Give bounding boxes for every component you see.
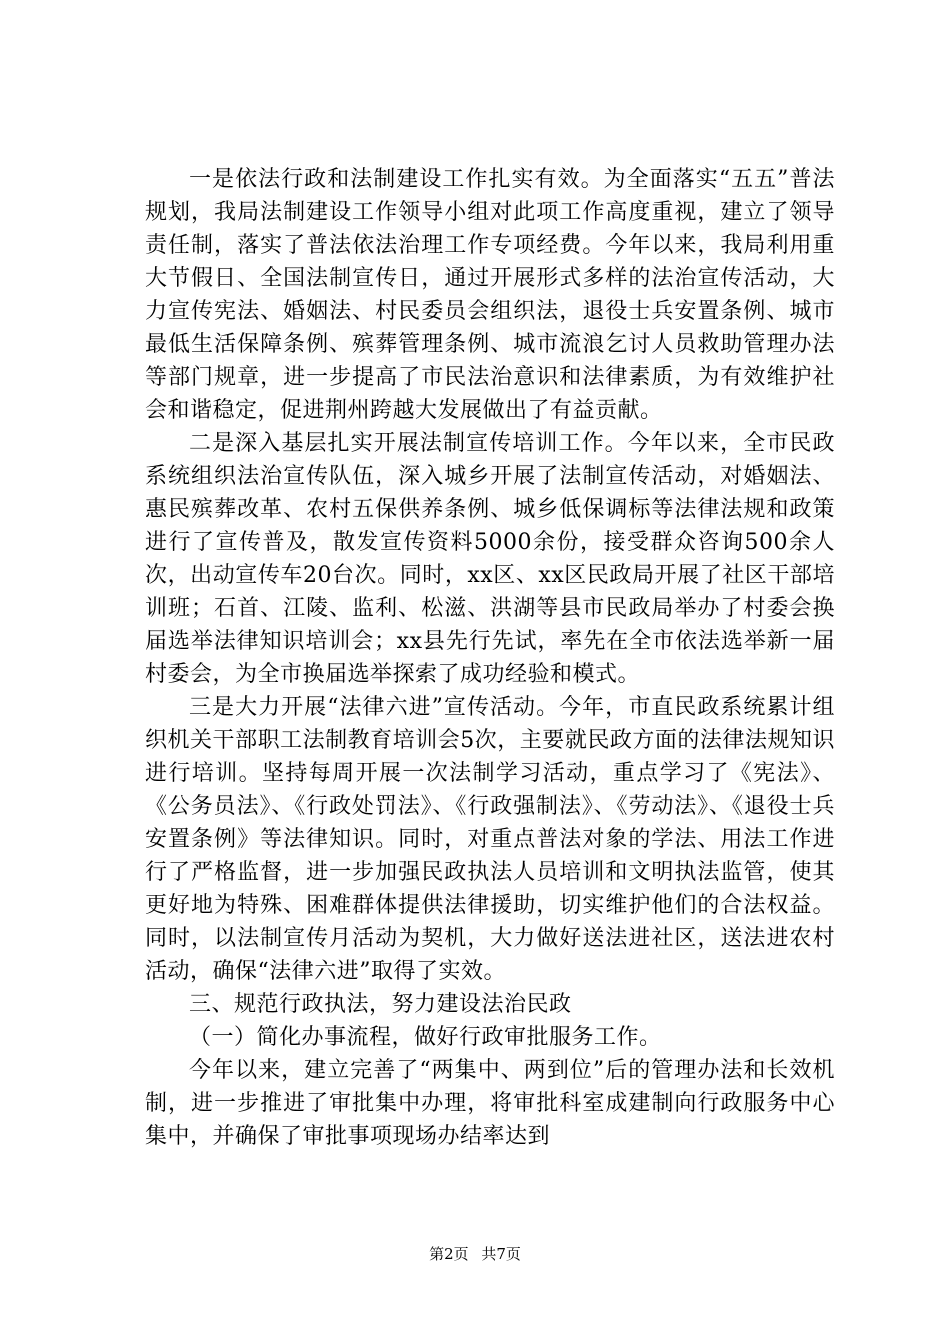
page-number: 第2页 [429,1245,469,1263]
subsection-heading-1: （一）简化办事流程，做好行政审批服务工作。 [189,1025,662,1050]
section-heading-3: 三、规范行政执法，努力建设法治民政 [189,992,572,1017]
paragraph-1: 一是依法行政和法制建设工作扎实有效。为全面落实“五五”普法规划，我局法制建设工作领导小组对此项工作高度重视，建立了领导责任制，落实了普法依法治理工作专项经费。今年以来，我局利用重大节假日、全国法制宣传日，通过开展形式多样的法治宣传活动，大力宣传宪法、婚姻法、村民委员会组织法，退役士兵安置条例、城市最低生活保障条例、殡葬管理条例、城市流浪乞讨人员救助管理办法等部门规章，进一步提高了市民法治意识和法律素质，为有效维护社会和谐稳定，促进荆州跨越大发展做出了有益贡献。 [145,167,835,423]
page-footer [0,1244,950,1264]
page-total: 共7页 [481,1245,521,1263]
paragraph-2: 二是深入基层扎实开展法制宣传培训工作。今年以来，全市民政系统组织法治宣传队伍，深入城乡开展了法制宣传活动，对婚姻法、惠民殡葬改革、农村五保供养条例、城乡低保调标等法律法规和政策进行了宣传普及，散发宣传资料5000余份，接受群众咨询500余人次，出动宣传车20台次。同时，xx区、xx区民政局开展了社区干部培训班；石首、江陵、监利、松滋、洪湖等县市民政局举办了村委会换届选举法律知识培训会；xx县先行先试，率先在全市依法选举新一届村委会，为全市换届选举探索了成功经验和模式。 [145,431,835,687]
document-body [145,163,835,1153]
paragraph-4: 今年以来，建立完善了“两集中、两到位”后的管理办法和长效机制，进一步推进了审批集中办理，将审批科室成建制向行政服务中心集中，并确保了审批事项现场办结率达到 [145,1058,835,1149]
paragraph-3: 三是大力开展“法律六进”宣传活动。今年，市直民政系统累计组织机关干部职工法制教育培训会5次，主要就民政方面的法律法规知识进行培训。坚持每周开展一次法制学习活动，重点学习了《宪法》、《公务员法》、《行政处罚法》、《行政强制法》、《劳动法》、《退役士兵安置条例》等法律知识。同时，对重点普法对象的学法、用法工作进行了严格监督，进一步加强民政执法人员培训和文明执法监管，使其更好地为特殊、困难群体提供法律援助，切实维护他们的合法权益。同时，以法制宣传月活动为契机，大力做好送法进社区，送法进农村活动，确保“法律六进”取得了实效。 [145,695,835,984]
